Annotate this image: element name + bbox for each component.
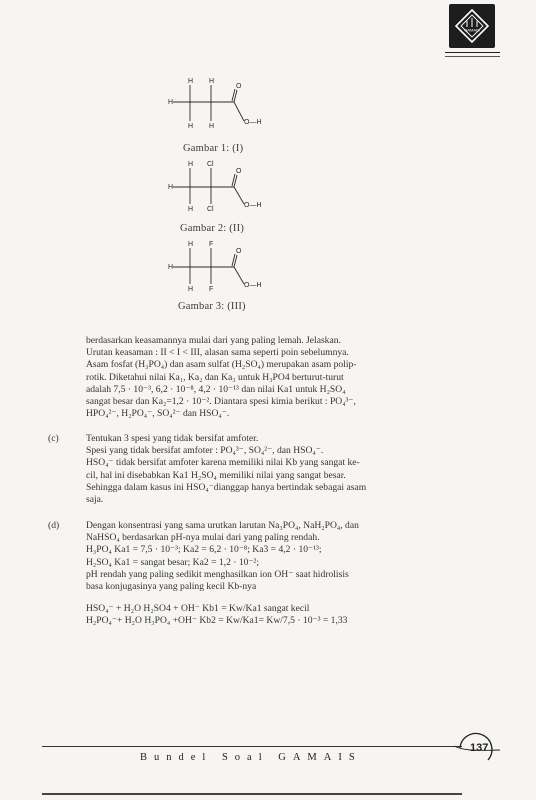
question-d [48, 520, 420, 628]
question-c [48, 433, 420, 506]
gamais-emblem-icon [452, 7, 492, 45]
structure-III [160, 232, 280, 302]
svg-text:O: O [236, 83, 242, 90]
svg-text:H: H [168, 99, 174, 106]
structure-I [160, 70, 280, 140]
svg-text:H: H [168, 184, 174, 191]
text-line: sangat besar dan Ka₂=1,2 · 10⁻². Diantara spesi kimia berikut : PO₄³⁻, [86, 396, 356, 408]
figure-caption: Gambar 3: (III) [178, 301, 246, 312]
svg-text:H: H [209, 123, 215, 130]
text-line: H₂SO₄ Ka1 = sangat besar; Ka2 = 1,2 · 10⁻²; [86, 556, 260, 568]
text-line: HSO₄⁻ tidak bersifat amfoter karena memiliki nilai Kb yang sangat ke- [86, 457, 360, 469]
svg-text:O—H: O—H [244, 119, 262, 126]
structure-II [160, 152, 280, 222]
svg-text:H: H [168, 264, 174, 271]
text-line: basa konjugasinya yang paling kecil Kb-nya [86, 581, 257, 593]
bottom-rule [42, 793, 462, 795]
item-label: (c) [48, 433, 59, 444]
text-line: Asam fosfat (H₃PO₄) dan asam sulfat (H₂SO₄) merupakan asam polip- [86, 359, 357, 371]
text-line: Urutan keasaman : II < I < III, alasan sama seperti poin sebelumnya. [86, 347, 349, 359]
text-line: Sehingga dalam kasus ini HSO₄⁻dianggap hanya bertindak sebagai asam [86, 481, 367, 493]
svg-text:O—H: O—H [244, 202, 262, 209]
text-line: berdasarkan keasamannya mulai dari yang paling lemah. Jelaskan. [86, 335, 341, 346]
text-line: H₃PO₄ Ka1 = 7,5 · 10⁻³; Ka2 = 6,2 · 10⁻⁸; Ka3 = 4,2 · 10⁻¹³; [86, 544, 322, 556]
text-line: Tentukan 3 spesi yang tidak bersifat amfoter. [86, 433, 259, 444]
text-line: rotik. Diketahui nilai Ka₁, Ka₂ dan Ka₃ untuk H₃PO4 berturut-turut [86, 371, 344, 383]
text-line: saja. [86, 494, 104, 506]
svg-text:O: O [236, 168, 242, 175]
text-line: cil, hal ini disebabkan Ka1 H₂SO₄ memiliki nilai yang sangat besar. [86, 469, 346, 481]
header-rule-thin [445, 56, 500, 57]
svg-text:H: H [188, 161, 194, 168]
answer-b [86, 335, 416, 420]
gamais-logo [449, 4, 495, 48]
svg-text:GAMAIS: GAMAIS [464, 27, 480, 33]
svg-text:H: H [188, 78, 194, 85]
figure-caption: Gambar 2: (II) [180, 223, 245, 234]
svg-text:F: F [209, 286, 214, 293]
svg-text:H: H [209, 78, 215, 85]
svg-text:O—H: O—H [244, 282, 262, 289]
figure-caption: Gambar 1: (I) [183, 143, 244, 154]
text-line: adalah 7,5 · 10⁻³, 6,2 · 10⁻⁸, 4,2 · 10⁻¹³ dan nilai Ka1 untuk H₂SO₄ [86, 383, 346, 395]
equation-line: HSO₄⁻ + H₂O H₂SO4 + OH⁻ Kb1 = Kw/Ka1 sangat kecil [86, 603, 310, 615]
page-number: 137 [470, 742, 489, 754]
item-label: (d) [48, 520, 60, 531]
text-line: NaHSO₄ berdasarkan pH-nya mulai dari yang paling rendah. [86, 532, 320, 544]
svg-text:H: H [188, 241, 194, 248]
book-title: Bundel Soal GAMAIS [140, 752, 362, 763]
svg-text:O: O [236, 248, 242, 255]
footer-rule [42, 746, 462, 747]
text-line: Dengan konsentrasi yang sama urutkan larutan Na₃PO₄, NaH₂PO₄, dan [86, 520, 359, 531]
svg-text:Cl: Cl [207, 161, 214, 168]
equation-line: H₂PO₄⁻+ H₂O H₃PO₄ +OH⁻ Kb2 = Kw/Ka1= Kw/7,5 · 10⁻³ = 1,33 [86, 615, 348, 627]
svg-text:H: H [188, 286, 194, 293]
svg-text:F: F [209, 241, 214, 248]
svg-text:Cl: Cl [207, 206, 214, 213]
header-rule [445, 52, 500, 53]
text-line: pH rendah yang paling sedikit menghasilkan ion OH⁻ saat hidrolisis [86, 568, 349, 580]
text-line: HPO₄²⁻, H₂PO₄⁻, SO₄²⁻ dan HSO₄⁻. [86, 408, 230, 420]
svg-text:H: H [188, 123, 194, 130]
svg-text:H: H [188, 206, 194, 213]
text-line: Spesi yang tidak bersifat amfoter : PO₄³⁻, SO₄²⁻, dan HSO₄⁻. [86, 445, 324, 457]
